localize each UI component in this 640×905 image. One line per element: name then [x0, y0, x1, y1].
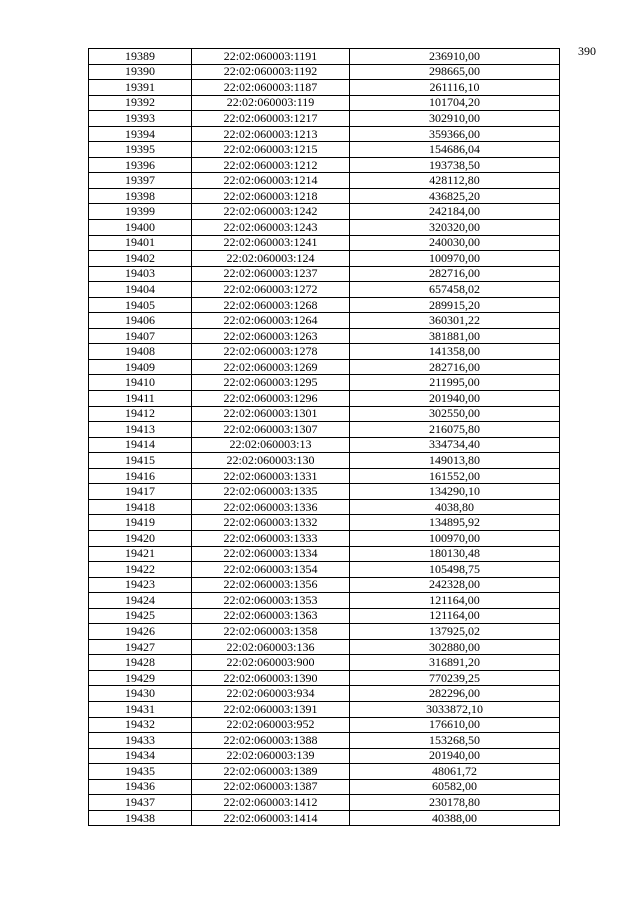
value-cell: 153268,50 [350, 733, 560, 749]
cadastral-number-cell: 22:02:060003:1272 [192, 282, 350, 298]
row-number-cell: 19406 [89, 313, 192, 329]
value-cell: 101704,20 [350, 95, 560, 111]
table-row [89, 639, 560, 655]
value-cell: 282716,00 [350, 359, 560, 375]
cadastral-number-cell: 22:02:060003:1331 [192, 468, 350, 484]
table-row [89, 779, 560, 795]
table-row [89, 391, 560, 407]
row-number-cell: 19410 [89, 375, 192, 391]
table-row [89, 126, 560, 142]
value-cell: 240030,00 [350, 235, 560, 251]
table-row [89, 49, 560, 65]
cadastral-number-cell: 22:02:060003:1391 [192, 701, 350, 717]
registry-table-body [89, 49, 560, 826]
value-cell: 105498,75 [350, 562, 560, 578]
value-cell: 4038,80 [350, 499, 560, 515]
value-cell: 149013,80 [350, 453, 560, 469]
table-row [89, 624, 560, 640]
cadastral-number-cell: 22:02:060003:1242 [192, 204, 350, 220]
value-cell: 134290,10 [350, 484, 560, 500]
cadastral-number-cell: 22:02:060003:1333 [192, 530, 350, 546]
table-row [89, 95, 560, 111]
table-row [89, 593, 560, 609]
row-number-cell: 19414 [89, 437, 192, 453]
table-row [89, 313, 560, 329]
value-cell: 180130,48 [350, 546, 560, 562]
table-row [89, 810, 560, 826]
row-number-cell: 19419 [89, 515, 192, 531]
row-number-cell: 19393 [89, 111, 192, 127]
table-row [89, 375, 560, 391]
cadastral-number-cell: 22:02:060003:1332 [192, 515, 350, 531]
registry-table [88, 48, 560, 826]
value-cell: 320320,00 [350, 220, 560, 236]
row-number-cell: 19431 [89, 701, 192, 717]
value-cell: 428112,80 [350, 173, 560, 189]
value-cell: 289915,20 [350, 297, 560, 313]
row-number-cell: 19423 [89, 577, 192, 593]
row-number-cell: 19417 [89, 484, 192, 500]
cadastral-number-cell: 22:02:060003:1388 [192, 733, 350, 749]
table-row [89, 111, 560, 127]
table-row [89, 188, 560, 204]
cadastral-number-cell: 22:02:060003:1353 [192, 593, 350, 609]
table-row [89, 344, 560, 360]
value-cell: 657458,02 [350, 282, 560, 298]
table-row [89, 733, 560, 749]
table-row [89, 701, 560, 717]
row-number-cell: 19408 [89, 344, 192, 360]
value-cell: 121164,00 [350, 593, 560, 609]
value-cell: 48061,72 [350, 764, 560, 780]
row-number-cell: 19422 [89, 562, 192, 578]
cadastral-number-cell: 22:02:060003:1191 [192, 49, 350, 65]
value-cell: 282716,00 [350, 266, 560, 282]
value-cell: 3033872,10 [350, 701, 560, 717]
value-cell: 242184,00 [350, 204, 560, 220]
row-number-cell: 19424 [89, 593, 192, 609]
cadastral-number-cell: 22:02:060003:1296 [192, 391, 350, 407]
value-cell: 282296,00 [350, 686, 560, 702]
table-row [89, 80, 560, 96]
table-row [89, 220, 560, 236]
table-row [89, 437, 560, 453]
row-number-cell: 19421 [89, 546, 192, 562]
table-row [89, 406, 560, 422]
table-row [89, 251, 560, 267]
table-row [89, 562, 560, 578]
cadastral-number-cell: 22:02:060003:1363 [192, 608, 350, 624]
value-cell: 242328,00 [350, 577, 560, 593]
value-cell: 436825,20 [350, 188, 560, 204]
row-number-cell: 19437 [89, 795, 192, 811]
value-cell: 40388,00 [350, 810, 560, 826]
table-row [89, 173, 560, 189]
cadastral-number-cell: 22:02:060003:1278 [192, 344, 350, 360]
row-number-cell: 19405 [89, 297, 192, 313]
value-cell: 161552,00 [350, 468, 560, 484]
value-cell: 302910,00 [350, 111, 560, 127]
value-cell: 193738,50 [350, 157, 560, 173]
value-cell: 298665,00 [350, 64, 560, 80]
value-cell: 100970,00 [350, 251, 560, 267]
table-row [89, 608, 560, 624]
row-number-cell: 19436 [89, 779, 192, 795]
cadastral-number-cell: 22:02:060003:1214 [192, 173, 350, 189]
table-row [89, 157, 560, 173]
value-cell: 359366,00 [350, 126, 560, 142]
value-cell: 154686,04 [350, 142, 560, 158]
cadastral-number-cell: 22:02:060003:1243 [192, 220, 350, 236]
table-row [89, 453, 560, 469]
row-number-cell: 19416 [89, 468, 192, 484]
value-cell: 134895,92 [350, 515, 560, 531]
cadastral-number-cell: 22:02:060003:1217 [192, 111, 350, 127]
cadastral-number-cell: 22:02:060003:1354 [192, 562, 350, 578]
cadastral-number-cell: 22:02:060003:130 [192, 453, 350, 469]
value-cell: 201940,00 [350, 748, 560, 764]
cadastral-number-cell: 22:02:060003:900 [192, 655, 350, 671]
table-row [89, 670, 560, 686]
value-cell: 316891,20 [350, 655, 560, 671]
row-number-cell: 19430 [89, 686, 192, 702]
row-number-cell: 19403 [89, 266, 192, 282]
table-row [89, 748, 560, 764]
value-cell: 236910,00 [350, 49, 560, 65]
row-number-cell: 19394 [89, 126, 192, 142]
cadastral-number-cell: 22:02:060003:1264 [192, 313, 350, 329]
cadastral-number-cell: 22:02:060003:119 [192, 95, 350, 111]
table-row [89, 546, 560, 562]
value-cell: 360301,22 [350, 313, 560, 329]
table-row [89, 717, 560, 733]
table-row [89, 764, 560, 780]
value-cell: 100970,00 [350, 530, 560, 546]
value-cell: 302880,00 [350, 639, 560, 655]
cadastral-number-cell: 22:02:060003:1192 [192, 64, 350, 80]
table-row [89, 64, 560, 80]
cadastral-number-cell: 22:02:060003:1356 [192, 577, 350, 593]
cadastral-number-cell: 22:02:060003:1218 [192, 188, 350, 204]
cadastral-number-cell: 22:02:060003:1301 [192, 406, 350, 422]
cadastral-number-cell: 22:02:060003:1412 [192, 795, 350, 811]
value-cell: 60582,00 [350, 779, 560, 795]
value-cell: 230178,80 [350, 795, 560, 811]
cadastral-number-cell: 22:02:060003:1269 [192, 359, 350, 375]
cadastral-number-cell: 22:02:060003:1215 [192, 142, 350, 158]
row-number-cell: 19434 [89, 748, 192, 764]
row-number-cell: 19415 [89, 453, 192, 469]
row-number-cell: 19411 [89, 391, 192, 407]
cadastral-number-cell: 22:02:060003:934 [192, 686, 350, 702]
table-row [89, 484, 560, 500]
cadastral-number-cell: 22:02:060003:1263 [192, 328, 350, 344]
row-number-cell: 19404 [89, 282, 192, 298]
table-row [89, 328, 560, 344]
row-number-cell: 19413 [89, 422, 192, 438]
value-cell: 141358,00 [350, 344, 560, 360]
table-row [89, 142, 560, 158]
row-number-cell: 19438 [89, 810, 192, 826]
row-number-cell: 19391 [89, 80, 192, 96]
cadastral-number-cell: 22:02:060003:1268 [192, 297, 350, 313]
row-number-cell: 19427 [89, 639, 192, 655]
row-number-cell: 19428 [89, 655, 192, 671]
cadastral-number-cell: 22:02:060003:1237 [192, 266, 350, 282]
cadastral-number-cell: 22:02:060003:1390 [192, 670, 350, 686]
row-number-cell: 19432 [89, 717, 192, 733]
value-cell: 121164,00 [350, 608, 560, 624]
cadastral-number-cell: 22:02:060003:1187 [192, 80, 350, 96]
row-number-cell: 19418 [89, 499, 192, 515]
cadastral-number-cell: 22:02:060003:1241 [192, 235, 350, 251]
row-number-cell: 19435 [89, 764, 192, 780]
row-number-cell: 19390 [89, 64, 192, 80]
table-row [89, 499, 560, 515]
cadastral-number-cell: 22:02:060003:1212 [192, 157, 350, 173]
table-row [89, 686, 560, 702]
value-cell: 381881,00 [350, 328, 560, 344]
row-number-cell: 19397 [89, 173, 192, 189]
row-number-cell: 19412 [89, 406, 192, 422]
row-number-cell: 19389 [89, 49, 192, 65]
cadastral-number-cell: 22:02:060003:1213 [192, 126, 350, 142]
row-number-cell: 19409 [89, 359, 192, 375]
table-row [89, 795, 560, 811]
row-number-cell: 19420 [89, 530, 192, 546]
cadastral-number-cell: 22:02:060003:1295 [192, 375, 350, 391]
cadastral-number-cell: 22:02:060003:13 [192, 437, 350, 453]
cadastral-number-cell: 22:02:060003:1387 [192, 779, 350, 795]
row-number-cell: 19399 [89, 204, 192, 220]
value-cell: 770239,25 [350, 670, 560, 686]
table-row [89, 235, 560, 251]
table-row [89, 297, 560, 313]
cadastral-number-cell: 22:02:060003:952 [192, 717, 350, 733]
cadastral-number-cell: 22:02:060003:1307 [192, 422, 350, 438]
row-number-cell: 19433 [89, 733, 192, 749]
table-row [89, 266, 560, 282]
row-number-cell: 19395 [89, 142, 192, 158]
value-cell: 334734,40 [350, 437, 560, 453]
table-row [89, 655, 560, 671]
row-number-cell: 19429 [89, 670, 192, 686]
row-number-cell: 19407 [89, 328, 192, 344]
table-row [89, 359, 560, 375]
cadastral-number-cell: 22:02:060003:139 [192, 748, 350, 764]
row-number-cell: 19392 [89, 95, 192, 111]
cadastral-number-cell: 22:02:060003:1334 [192, 546, 350, 562]
value-cell: 137925,02 [350, 624, 560, 640]
table-row [89, 422, 560, 438]
value-cell: 176610,00 [350, 717, 560, 733]
value-cell: 261116,10 [350, 80, 560, 96]
row-number-cell: 19401 [89, 235, 192, 251]
page-number: 390 [578, 44, 596, 58]
cadastral-number-cell: 22:02:060003:124 [192, 251, 350, 267]
row-number-cell: 19396 [89, 157, 192, 173]
table-row [89, 530, 560, 546]
value-cell: 302550,00 [350, 406, 560, 422]
table-row [89, 515, 560, 531]
table-row [89, 468, 560, 484]
cadastral-number-cell: 22:02:060003:1358 [192, 624, 350, 640]
row-number-cell: 19426 [89, 624, 192, 640]
row-number-cell: 19398 [89, 188, 192, 204]
table-row [89, 282, 560, 298]
cadastral-number-cell: 22:02:060003:1335 [192, 484, 350, 500]
value-cell: 201940,00 [350, 391, 560, 407]
value-cell: 211995,00 [350, 375, 560, 391]
row-number-cell: 19400 [89, 220, 192, 236]
cadastral-number-cell: 22:02:060003:1336 [192, 499, 350, 515]
cadastral-number-cell: 22:02:060003:1389 [192, 764, 350, 780]
row-number-cell: 19425 [89, 608, 192, 624]
cadastral-number-cell: 22:02:060003:1414 [192, 810, 350, 826]
table-row [89, 577, 560, 593]
row-number-cell: 19402 [89, 251, 192, 267]
value-cell: 216075,80 [350, 422, 560, 438]
cadastral-number-cell: 22:02:060003:136 [192, 639, 350, 655]
table-row [89, 204, 560, 220]
